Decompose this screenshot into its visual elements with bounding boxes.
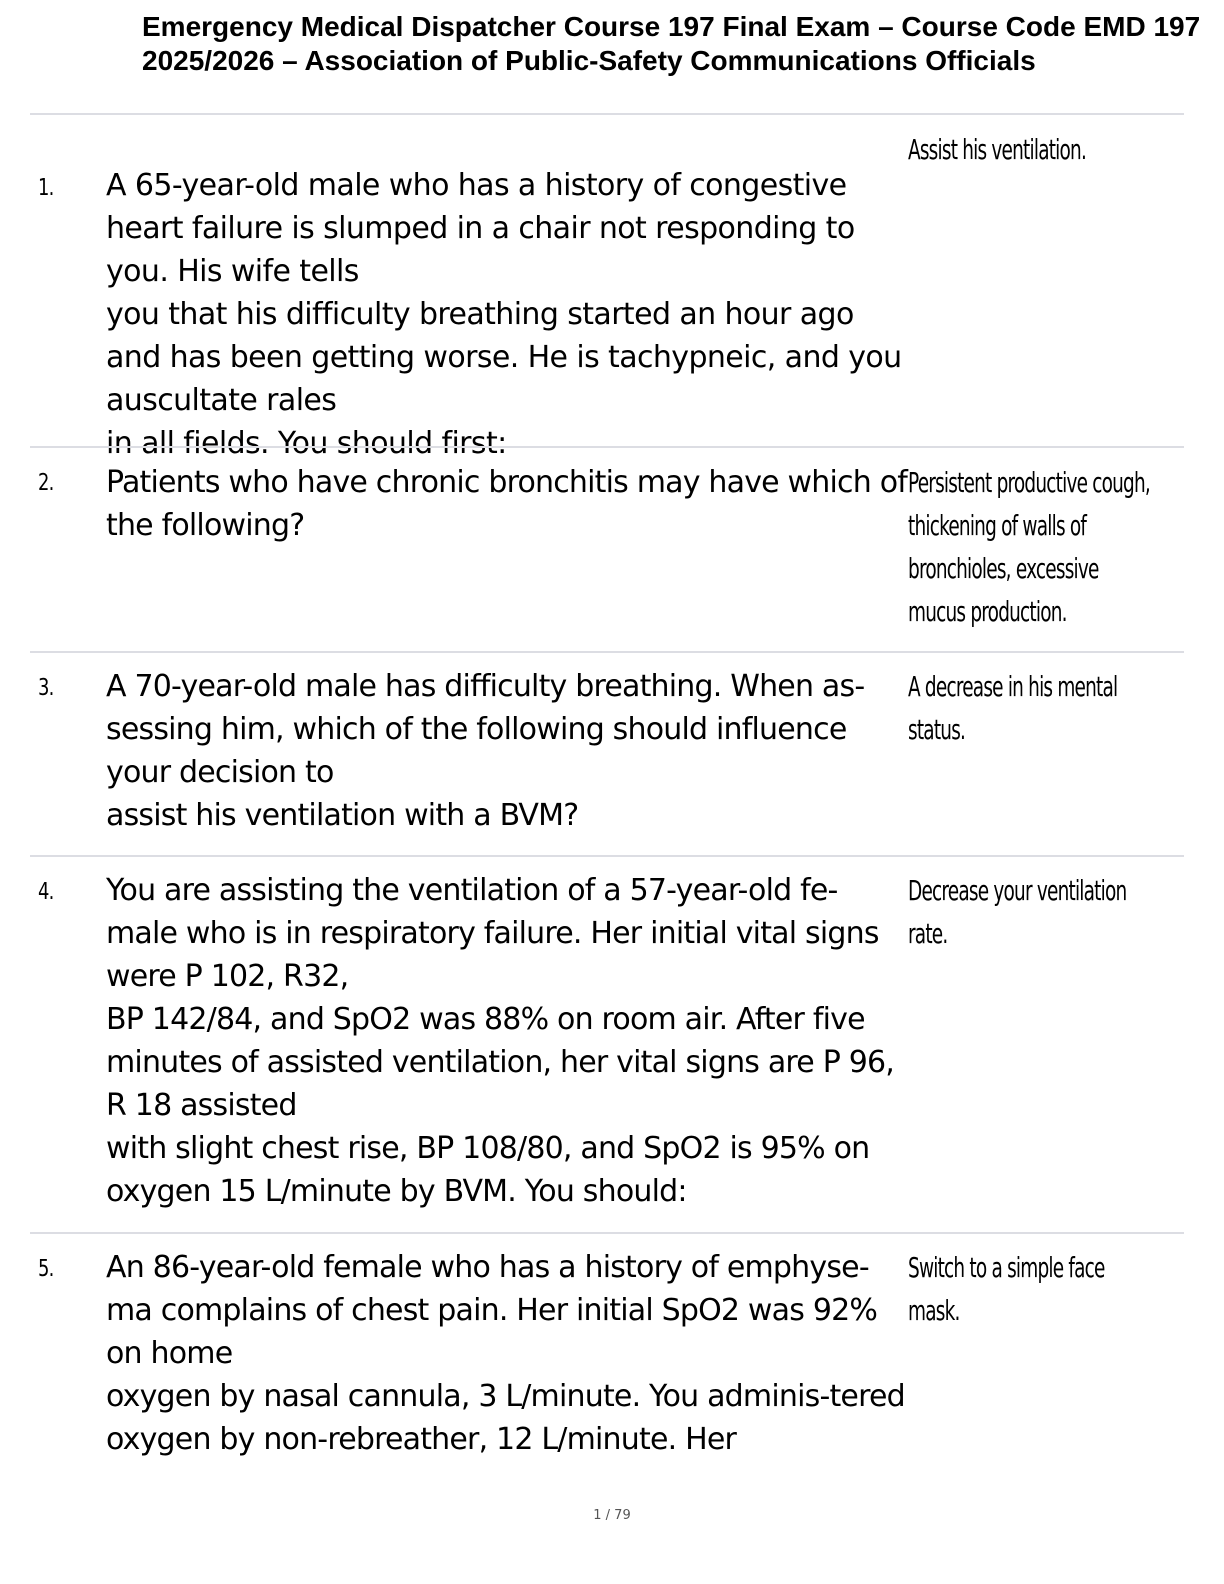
question-text: A 70-year-old male has difficulty breathing. When as-sessing him, which of the following should influence your decision to assist his ventilation with a BVM? bbox=[106, 669, 865, 833]
question-number: 1. bbox=[38, 175, 54, 201]
question-text: Patients who have chronic bronchitis may have which of the following? bbox=[106, 465, 908, 543]
question-text: You are assisting the ventilation of a 57-year-old fe-male who is in respiratory failure. Her initial vital signs were P 102, R32, BP 142/84, and SpO2 was 88% on room air. After five minutes of assisted ventilation, her vital signs are P 96, R 18 assisted with slight chest rise, BP 108/80, and SpO2 is 95% on oxygen 15 L/minute by BVM. You should: bbox=[106, 873, 895, 1209]
question-number: 2. bbox=[38, 470, 54, 496]
answer-text: Switch to a simple face mask. bbox=[908, 1251, 1105, 1327]
divider bbox=[30, 113, 1184, 115]
divider bbox=[30, 651, 1184, 653]
document-title: Emergency Medical Dispatcher Course 197 Final Exam – Course Code EMD 197 2025/2026 – Association of Public-Safety Communications Officials bbox=[142, 11, 1201, 76]
question-text: An 86-year-old female who has a history of emphyse-ma complains of chest pain. Her initial SpO2 was 92% on home oxygen by nasal cannula, 3 L/minute. You adminis-tered oxygen by non-rebreather, 12 L/minute. Her bbox=[106, 1250, 905, 1457]
answer-text: Assist his ventilation. bbox=[908, 133, 1087, 166]
divider bbox=[30, 1232, 1184, 1234]
answer-text: Decrease your ventilation rate. bbox=[908, 874, 1127, 950]
divider bbox=[30, 855, 1184, 857]
question-text: A 65-year-old male who has a history of congestive heart failure is slumped in a chair not responding to you. His wife tells you that his difficulty breathing started an hour ago and has been getting worse. He is tachypneic, and you auscultate rales in all fields. You should first: bbox=[106, 168, 902, 461]
answer-text: Persistent productive cough, thickening of walls of bronchioles, excessive mucus production. bbox=[908, 466, 1151, 628]
divider bbox=[30, 446, 1184, 448]
page-indicator: 1 / 79 bbox=[593, 1508, 631, 1523]
question-number: 5. bbox=[38, 1256, 54, 1282]
answer-text: A decrease in his mental status. bbox=[908, 670, 1118, 746]
question-number: 3. bbox=[38, 675, 54, 701]
question-number: 4. bbox=[38, 879, 54, 905]
